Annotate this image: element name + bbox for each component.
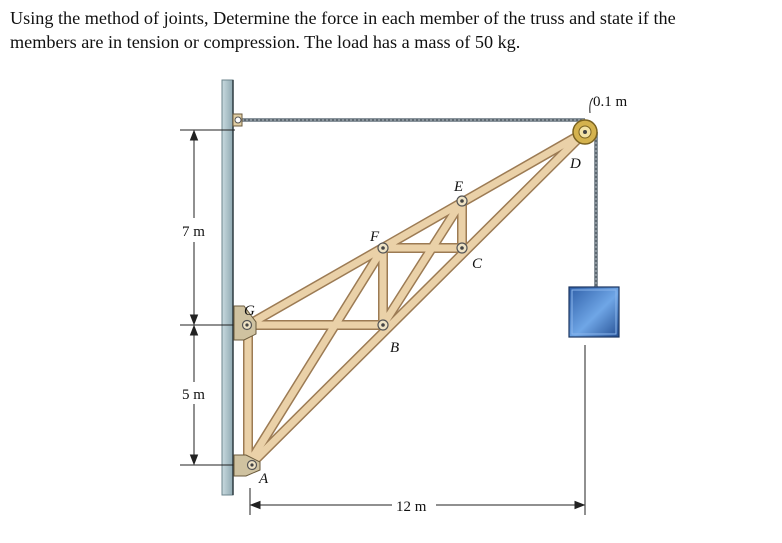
- cable-anchor: [233, 114, 242, 126]
- hanging-block: [569, 287, 619, 337]
- dim-label-lower-height: 5 m: [182, 387, 205, 403]
- pulley: [573, 120, 597, 144]
- joint-label-b: B: [390, 340, 400, 356]
- dim-label-upper-height: 7 m: [182, 224, 205, 240]
- wall: [222, 80, 233, 495]
- problem-line-1: Using the method of joints, Determine the force in each member of the truss and state if the: [10, 8, 676, 28]
- dim-label-span: 12 m: [396, 499, 427, 515]
- problem-line-2: members are in tension or compression. The load has a mass of 50 kg.: [10, 32, 521, 52]
- joint-label-c: C: [472, 256, 483, 272]
- truss-members: [248, 132, 585, 465]
- joint-label-e: E: [454, 179, 464, 195]
- joint-label-g: G: [244, 303, 255, 319]
- joint-label-f: F: [370, 229, 380, 245]
- dim-label-pulley-radius: 0.1 m: [593, 94, 628, 110]
- joint-label-d: D: [570, 156, 581, 172]
- joint-label-a: A: [259, 471, 269, 487]
